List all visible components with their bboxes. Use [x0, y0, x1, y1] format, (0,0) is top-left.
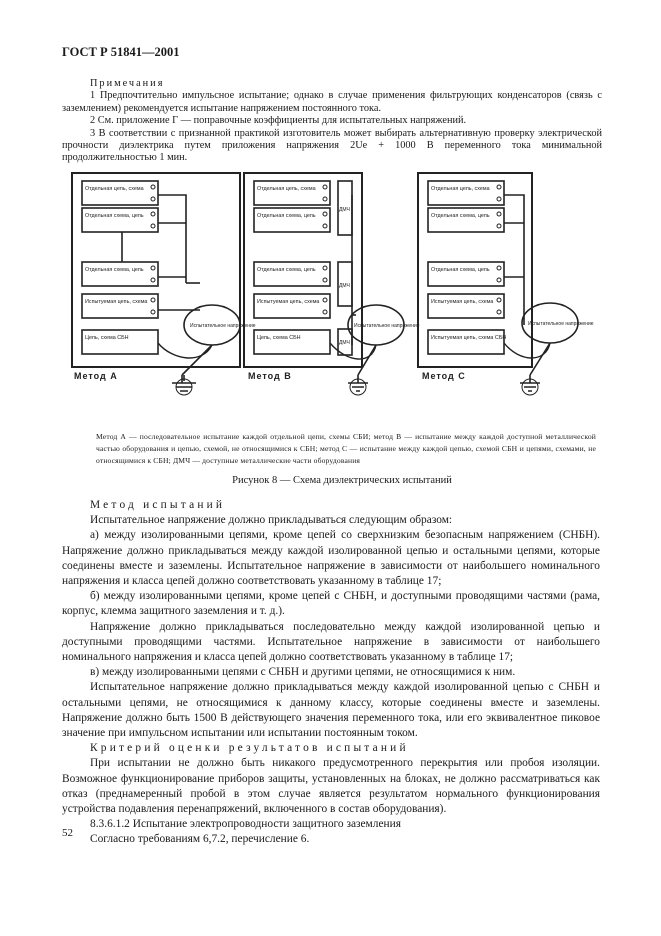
- notes-title: Примечания: [90, 78, 165, 89]
- method-heading: Метод испытаний: [90, 499, 226, 511]
- method-a-box-4: [82, 294, 158, 318]
- method-a-label-4: Испытуемая цепь, схема: [85, 299, 148, 305]
- body-p7: При испытании не должно быть никакого предусмотренного перекрытия или пробоя изоляции. Возможное функционирование приборов защиты, установленных на блоках, не должно рассматриваться как отказ (преднамеренный пробой в этом случае является результатом нормального функционирования устройства подавления перенапряжений, включенного в состав оборудования).: [62, 757, 600, 816]
- method-c-label-2: Отдельная схема, цепь: [431, 213, 490, 219]
- method-b-dmch-label-1: ДМЧ: [339, 207, 350, 213]
- body-p4: Напряжение должно прикладываться последовательно между каждой изолированной цепью и доступными проводящими частями. Испытательное напряжение в зависимости от наибольшего номинального напряжения и класса цепей должно соответствовать указанному в таблице 17;: [62, 620, 600, 664]
- criteria-heading: Критерий оценки результатов испытаний: [90, 742, 409, 755]
- method-b-box-4: [254, 294, 330, 318]
- method-b-dmch-label-3: ДМЧ: [339, 340, 350, 346]
- method-a-source-label: Испытательное напряжение: [190, 323, 256, 329]
- method-c-box-5: [428, 330, 507, 354]
- body-text: [62, 498, 600, 848]
- method-b-box-3: [254, 262, 330, 286]
- method-c-title: Метод С: [422, 371, 466, 381]
- method-a-box-2: [82, 208, 158, 232]
- method-c-box-3: [428, 262, 504, 286]
- method-b-label-3: Отдельная схема, цепь: [257, 267, 316, 273]
- figure-legend: [96, 431, 596, 467]
- page-number: 52: [62, 827, 73, 839]
- legend-text: Метод А — последовательное испытание каждой отдельной цепи, схемы СБИ; метод В — испытание между каждой доступной металлической частью оборудования и цепью, схемой, не относящимися к СБН; метод С — испытание между каждой цепью, схемой СБН и цепями, схемами, не относящимися к СБН; ДМЧ — доступные металлические части оборудования: [96, 432, 596, 465]
- method-c-box-4: [428, 294, 504, 318]
- note-3: 3 В соответствии с признанной практикой изготовитель может выбирать альтернативную проверку электрической прочности диэлектрика путем приложения напряжения 2Ue + 1000 В переменного тока минимальной продолжительностью 1 мин.: [62, 127, 602, 164]
- method-c-label-3: Отдельная схема, цепь: [431, 267, 490, 273]
- notes-block: [62, 78, 602, 165]
- body-p6: Испытательное напряжение должно прикладываться между каждой изолированной цепью с СНБН и остальными цепями, не относящимися к данному классу, которые соединены вместе и заземлены. Напряжение должно быть 1500 В действующего значения переменного тока, или его эквивалентное пиковое значение при импульсном испытании или испытании постоянным током.: [62, 681, 600, 740]
- method-a-diagram: [72, 173, 240, 395]
- method-c-label-1: Отдельная цепь, схема: [431, 186, 490, 192]
- method-c-label-4: Испытуемая цепь, схема: [431, 299, 494, 305]
- method-a-label-3: Отдельная схема, цепь: [85, 267, 144, 273]
- method-b-label-2: Отдельная схема, цепь: [257, 213, 316, 219]
- body-p2: а) между изолированными цепями, кроме цепей со сверхнизким безопасным напряжением (СНБН). Напряжение должно прикладываться между каждой изолированной цепью и остальными цепями, которые соединены вместе и заземлены. Испытательное напряжение в зависимости от наибольшего номинального напряжения и класса цепей должно соответствовать указанному в таблице 17;: [62, 529, 600, 588]
- method-a-box-1: [82, 181, 158, 205]
- method-a-label-2: Отдельная схема, цепь: [85, 213, 144, 219]
- method-a-label-5: Цепь, схема СБН: [85, 335, 129, 341]
- method-b-box-1: [254, 181, 330, 205]
- method-b-label-5: Цепь, схема СБН: [257, 335, 301, 341]
- method-b-diagram: [244, 173, 404, 395]
- method-b-box-5: [254, 330, 330, 354]
- method-a-box-5: [82, 330, 158, 354]
- method-b-source-label: Испытательное напряжение: [354, 323, 420, 329]
- note-2: 2 См. приложение Г — поправочные коэффициенты для испытательных напряжений.: [90, 115, 467, 127]
- method-c-label-5: Испытуемая цепь, схема СБН: [431, 335, 507, 341]
- method-a-title: Метод А: [74, 371, 118, 381]
- method-a-box-3: [82, 262, 158, 286]
- figure-svg: [62, 165, 602, 415]
- method-b-dmch-label-2: ДМЧ: [339, 283, 350, 289]
- method-c-source-label: Испытательное напряжение: [528, 321, 594, 327]
- body-p5: в) между изолированными цепями с СНБН и другими цепями, не относящимися к ним.: [90, 666, 516, 679]
- method-c-box-2: [428, 208, 504, 232]
- body-p9: Согласно требованиям 6,7.2, перечисление 6.: [90, 833, 310, 846]
- body-p3: б) между изолированными цепями, кроме цепей с СНБН, и доступными проводящими частями (рама, корпус, клемма защитного заземления и т. д.).: [62, 590, 600, 618]
- method-b-label-4: Испытуемая цепь, схема: [257, 299, 320, 305]
- method-b-title: Метод В: [248, 371, 292, 381]
- method-c-diagram: [418, 173, 578, 395]
- standard-header: ГОСТ Р 51841—2001: [62, 45, 180, 59]
- method-c-box-1: [428, 181, 504, 205]
- method-a-label-1: Отдельная цепь, схема: [85, 186, 144, 192]
- note-1: 1 Предпочтительно импульсное испытание; однако в случае применения фильтрующих конденсаторов (связь с заземлением) рекомендуется испытание напряжением постоянного тока.: [62, 90, 602, 114]
- method-b-label-1: Отдельная цепь, схема: [257, 186, 316, 192]
- figure-caption: Рисунок 8 — Схема диэлектрических испытаний: [232, 475, 452, 486]
- body-p8: 8.3.6.1.2 Испытание электропроводности защитного заземления: [90, 818, 401, 831]
- method-b-box-2: [254, 208, 330, 232]
- dielectric-test-figure: [62, 165, 602, 420]
- body-p1: Испытательное напряжение должно прикладываться следующим образом:: [90, 514, 453, 527]
